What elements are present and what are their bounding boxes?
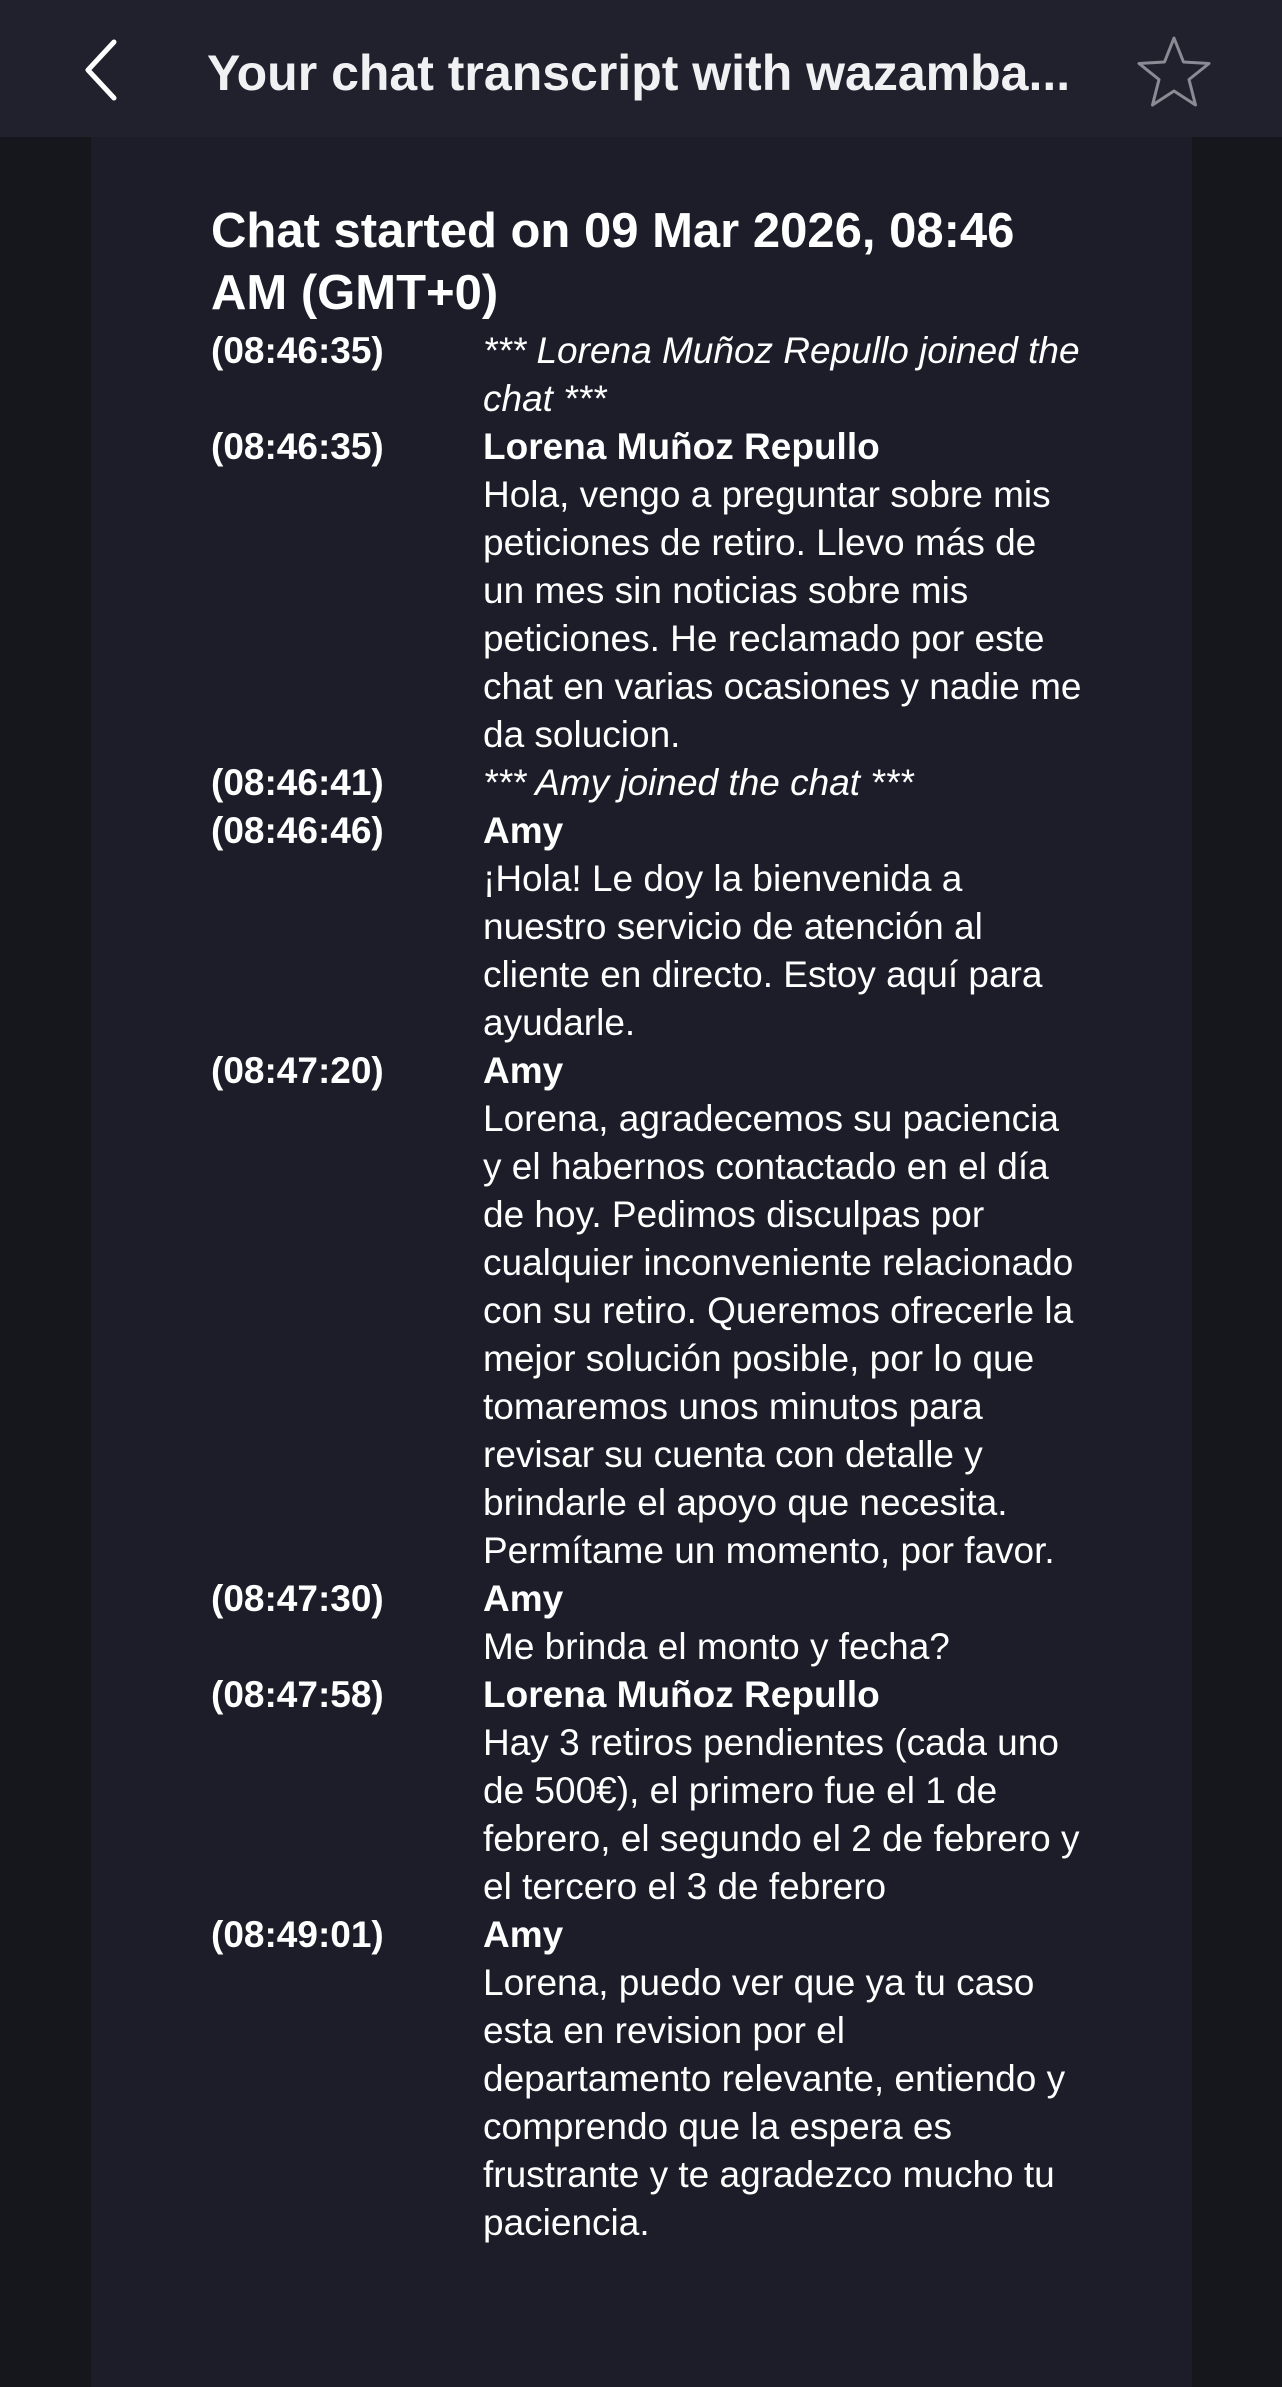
message-text: Me brinda el monto y fecha? — [483, 1626, 950, 1667]
message-text: Hola, vengo a preguntar sobre mis peticiones de retiro. Llevo más de un mes sin noticias sobre mis peticiones. He reclamado por este chat en varias ocasiones y nadie me da solucion. — [483, 474, 1082, 755]
message-text: ¡Hola! Le doy la bienvenida a nuestro servicio de atención al cliente en directo. Estoy aquí para ayudarle. — [483, 858, 1043, 1043]
chat-message — [483, 1047, 1083, 1575]
chat-message — [483, 807, 1083, 1047]
entry-timestamp: (08:46:35) — [211, 426, 384, 467]
star-outline-icon — [1136, 34, 1212, 110]
entry-timestamp: (08:47:58) — [211, 1674, 384, 1715]
transcript-entry — [211, 1575, 1171, 1671]
chevron-left-icon — [70, 30, 130, 110]
transcript-entry — [211, 1671, 1171, 1911]
entry-timestamp: (08:49:01) — [211, 1914, 384, 1955]
transcript-entry — [211, 759, 1171, 807]
message-text: Lorena, agradecemos su paciencia y el habernos contactado en el día de hoy. Pedimos disculpas por cualquier inconveniente relacionado con su retiro. Queremos ofrecerle la mejor solución posible, por lo que tomaremos unos minutos para revisar su cuenta con detalle y brindarle el apoyo que necesita. Permítame un momento, por favor. — [483, 1098, 1074, 1571]
chat-message — [483, 1911, 1083, 2247]
message-sender: Amy — [483, 1914, 564, 1955]
transcript-log — [211, 327, 1171, 2247]
page-title: Your chat transcript with wazamba... — [207, 45, 1071, 101]
message-text: Hay 3 retiros pendientes (cada uno de 500€), el primero fue el 1 de febrero, el segundo el 2 de febrero y el tercero el 3 de febrero — [483, 1722, 1080, 1907]
transcript-entry — [211, 807, 1171, 1047]
message-sender: Amy — [483, 1050, 564, 1091]
system-message: *** Lorena Muñoz Repullo joined the chat *** — [483, 330, 1080, 419]
message-sender: Lorena Muñoz Repullo — [483, 426, 880, 467]
chat-message — [483, 423, 1083, 759]
entry-timestamp: (08:46:41) — [211, 762, 384, 803]
message-sender: Amy — [483, 810, 564, 851]
transcript-entry — [211, 1911, 1171, 2247]
system-message: *** Amy joined the chat *** — [483, 762, 914, 803]
message-sender: Lorena Muñoz Repullo — [483, 1674, 880, 1715]
chat-started-heading: Chat started on 09 Mar 2026, 08:46 AM (GMT+0) — [211, 204, 1015, 320]
entry-timestamp: (08:46:46) — [211, 810, 384, 851]
back-button[interactable] — [70, 30, 130, 110]
entry-timestamp: (08:47:30) — [211, 1578, 384, 1619]
entry-timestamp: (08:46:35) — [211, 330, 384, 371]
message-sender: Amy — [483, 1578, 564, 1619]
transcript-entry — [211, 327, 1171, 423]
transcript-entry — [211, 1047, 1171, 1575]
transcript-document — [91, 137, 1192, 2387]
favorite-button[interactable] — [1136, 34, 1212, 110]
entry-timestamp: (08:47:20) — [211, 1050, 384, 1091]
message-text: Lorena, puedo ver que ya tu caso esta en revision por el departamento relevante, entiendo y comprendo que la espera es frustrante y te agradezco mucho tu paciencia. — [483, 1962, 1066, 2243]
top-bar — [0, 0, 1282, 137]
transcript-entry — [211, 423, 1171, 759]
chat-message — [483, 1575, 1083, 1671]
chat-message — [483, 1671, 1083, 1911]
